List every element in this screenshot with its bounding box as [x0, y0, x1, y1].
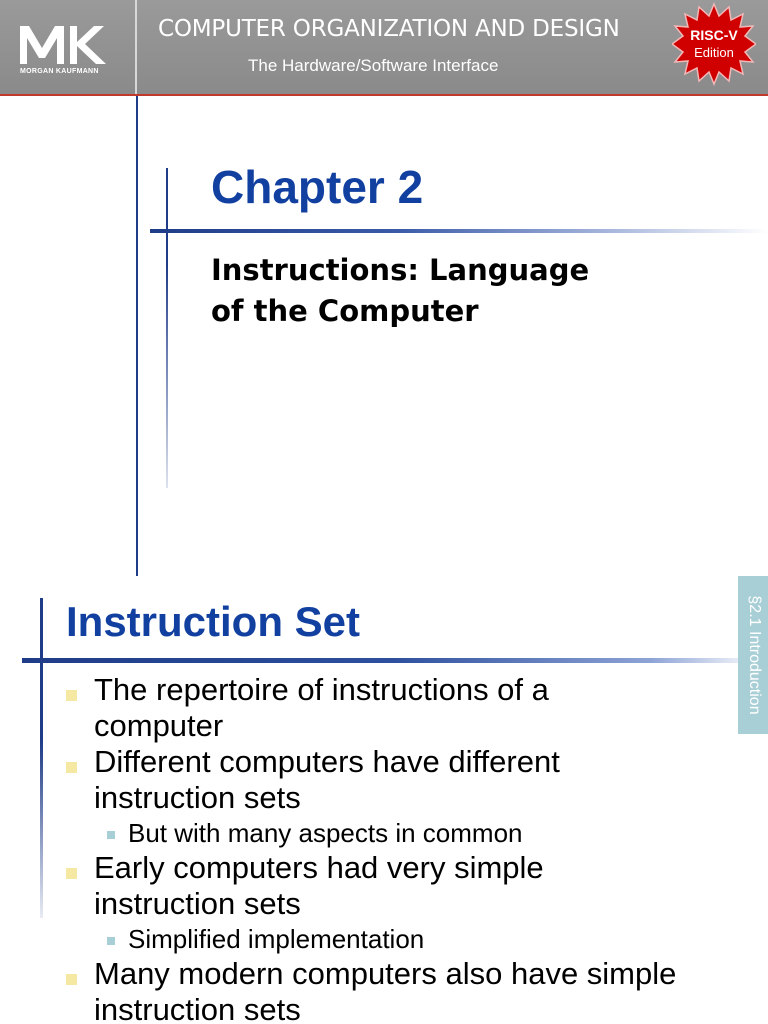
slide2-horizontal-rule	[22, 658, 762, 663]
section-tab-label: §2.1 Introduction	[746, 595, 763, 715]
bullet-text-line: instruction sets	[94, 780, 301, 815]
bullet-item	[0, 956, 738, 1024]
publisher-name: MORGAN KAUFMANN	[20, 68, 99, 75]
bullet-text-line: instruction sets	[94, 886, 301, 921]
bullet-text-line: Many modern computers also have simple	[94, 956, 677, 991]
bullet-text-line: Different computers have different	[94, 744, 560, 779]
bullet-text-line: Simplified implementation	[128, 924, 425, 954]
chapter-subtitle	[211, 250, 589, 332]
risc-v-edition-badge	[672, 2, 756, 86]
title-vertical-rule	[166, 168, 168, 488]
section-tab	[738, 576, 768, 734]
starburst-icon	[672, 2, 756, 86]
left-vertical-rule	[136, 96, 138, 576]
slide-header	[0, 0, 768, 96]
sub-bullet-item	[0, 922, 738, 956]
chapter-title: Chapter 2	[211, 161, 424, 213]
bullet-text-line: instruction sets	[94, 992, 301, 1024]
badge-edition-label: Edition	[694, 45, 734, 60]
book-subtitle: The Hardware/Software Interface	[248, 56, 499, 75]
bullet-text-line: The repertoire of instructions of a	[94, 672, 549, 707]
publisher-logo	[0, 0, 137, 96]
bullet-item	[0, 850, 738, 922]
book-title: COMPUTER ORGANIZATION AND DESIGN	[158, 16, 620, 42]
bullet-text-line: computer	[94, 708, 224, 743]
chapter-subtitle-line-2: of the Computer	[211, 294, 479, 328]
mk-logo-icon	[18, 22, 118, 66]
badge-risc-v-label: RISC-V	[690, 27, 738, 43]
bullet-list	[0, 672, 738, 1024]
title-horizontal-rule	[150, 229, 768, 233]
bullet-text-line: But with many aspects in common	[128, 818, 523, 848]
bullet-text-line: Early computers had very simple	[94, 850, 544, 885]
chapter-subtitle-line-1: Instructions: Language	[211, 253, 590, 287]
sub-bullet-item	[0, 816, 738, 850]
bullet-item	[0, 744, 738, 816]
slide-title: Instruction Set	[66, 598, 361, 645]
bullet-item	[0, 672, 738, 744]
